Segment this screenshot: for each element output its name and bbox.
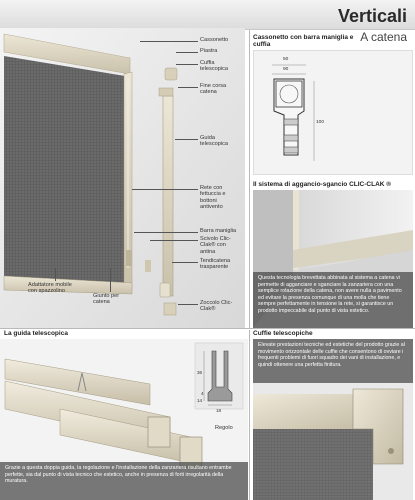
leader-barra: [134, 232, 198, 233]
cuffie-caption: Elevate prestazioni tecniche ed estetiche del prodotto grazie al movimento orizzontale delle cuffie che consentono di ovviare i frequenti problemi di fuori squadro dei vani di installazione, e quindi ottenere una perfetta finitura.: [253, 339, 413, 383]
cassonetto-diagram: [253, 50, 413, 175]
label-tendicatena: Tendicatena trasparente: [200, 258, 231, 271]
guida-caption: Grazie a questa doppia guida, la regolazione e l'installazione della zanzariera risultano entrambe perfette, sia dal punto di vista tecnico che estetico, anche in presenza di forti irregolarità della muratura.: [0, 462, 248, 500]
leader-guida: [175, 139, 198, 140]
bottom-divider: [0, 328, 415, 329]
leader-cuffia: [176, 64, 198, 65]
label-rete: Rete con fettuccia e bottoni antivento: [200, 185, 226, 211]
leader-scivolo: [150, 240, 198, 241]
leader-adattatore: [55, 268, 56, 281]
right-divider: [249, 30, 250, 328]
dim-top: 50: [283, 57, 289, 62]
bottom-right-divider: [249, 330, 250, 500]
leader-rete: [132, 189, 198, 190]
guida-dim-b: 14: [197, 398, 203, 403]
label-cuffia-telescopica: Cuffia telescopica: [200, 60, 228, 73]
leader-piastra: [176, 52, 198, 53]
label-giunto: Giunto per catena: [93, 293, 120, 306]
leader-fine-corsa: [178, 87, 198, 88]
guida-dim-height: 36: [197, 370, 203, 375]
leader-tendicatena: [172, 262, 198, 263]
dim-width: 90: [283, 67, 289, 72]
label-fine-corsa: Fine corsa catena: [200, 83, 227, 96]
dim-height: 100: [316, 120, 325, 125]
cassonetto-section-title: Cassonetto con barra maniglia e cuffia: [253, 34, 354, 49]
label-scivolo: Scivolo Clic-Clak® con antina: [200, 236, 231, 255]
label-zoccolo: Zoccolo Clic-Clak®: [200, 300, 233, 313]
leader-giunto: [110, 268, 111, 292]
label-guida-telescopica: Guida telescopica: [200, 135, 228, 148]
aggancio-caption: Questa tecnologia brevettata abbinata al sistema a catena vi permette di agganciare e sganciare la zanzariera con una semplice rotazione della catena, non avere nulla a pavimento ed evitare la presenza comunque di una molla che tiene sempre perfettamente in tensione la rete, si garantisce un prodotto impeccabile dal punto di vista estetico.: [253, 272, 413, 328]
leader-cassonetto: [140, 41, 198, 42]
label-piastra: Piastra: [200, 48, 218, 54]
label-adattatore: Adattatore mobile con spazzolino: [28, 282, 72, 295]
page-title: Verticali: [337, 6, 407, 26]
aggancio-section-title: Il sistema di aggancio-sgancio CLIC-CLAK ®: [253, 181, 392, 188]
leader-zoccolo: [178, 304, 198, 305]
guida-dim-a: 4: [201, 391, 204, 396]
label-barra-maniglia: Barra maniglia: [200, 228, 237, 234]
page-subtitle: A catena: [360, 30, 407, 44]
guida-dim-width: 18: [216, 408, 222, 413]
label-cassonetto: Cassonetto: [200, 37, 229, 43]
regolo-label: Regolo: [215, 425, 233, 431]
guida-section-title: La guida telescopica: [4, 330, 68, 337]
cuffie-section-title: Cuffie telescopiche: [253, 330, 313, 337]
